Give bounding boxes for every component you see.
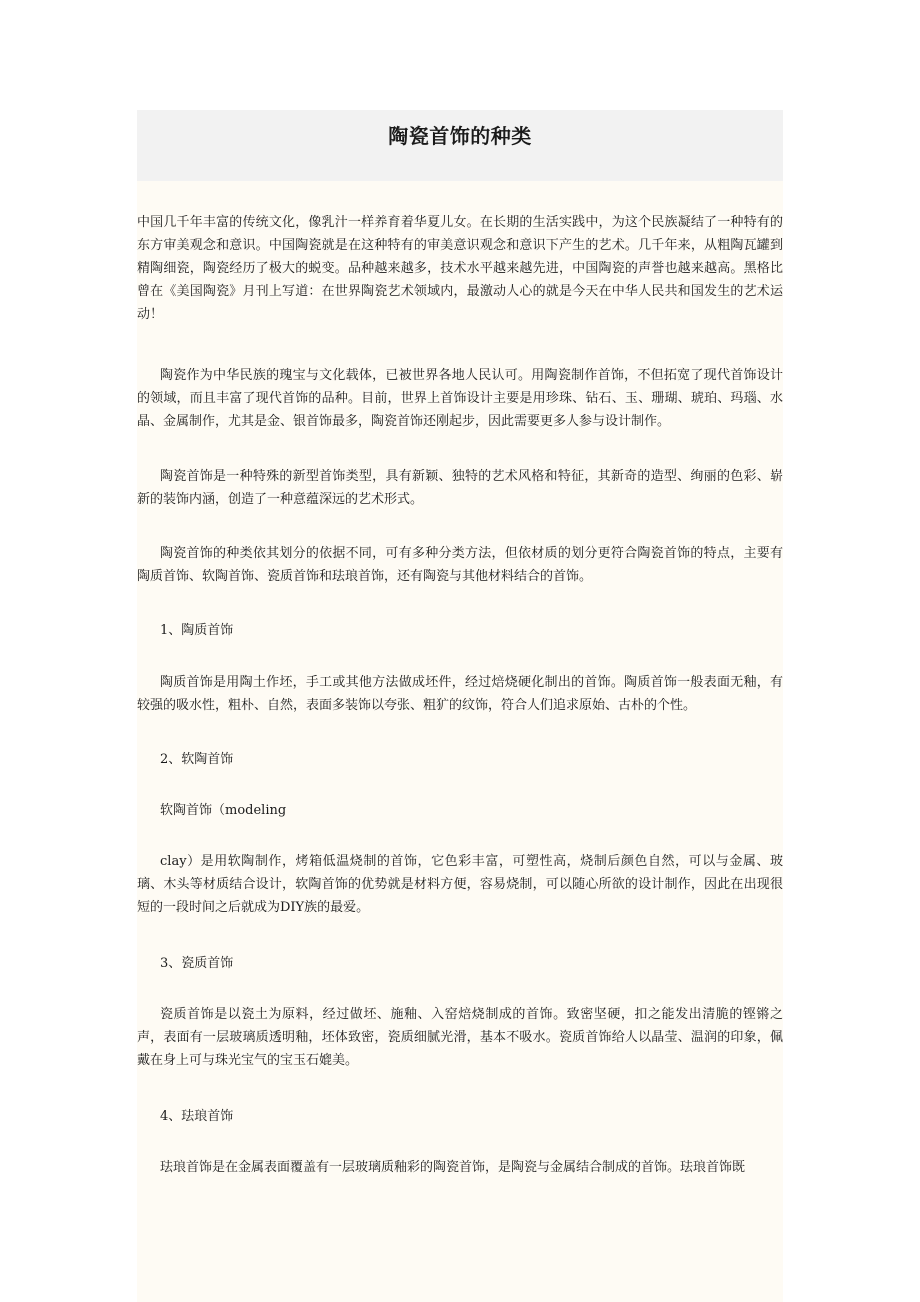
paragraph-classification: 陶瓷首饰的种类依其划分的依据不同，可有多种分类方法，但依材质的划分更符合陶瓷首饰的特点，主要有陶质首饰、软陶首饰、瓷质首饰和珐琅首饰，还有陶瓷与其他材料结合的首饰。 xyxy=(137,546,783,584)
section-heading-pottery: 1、陶质首饰 xyxy=(160,623,234,638)
section-heading-enamel: 4、珐琅首饰 xyxy=(160,1109,234,1124)
section-body-porcelain: 瓷质首饰是以瓷土为原料，经过做坯、施釉、入窑焙烧制成的首饰。致密坚硬，扣之能发出清脆的铿锵之声，表面有一层玻璃质透明釉，坯体致密，瓷质细腻光滑，基本不吸水。瓷质首饰给人以晶莹、温润的印象，佩戴在身上可与珠光宝气的宝玉石媲美。 xyxy=(137,1007,783,1068)
paragraph-intro: 中国几千年丰富的传统文化，像乳汁一样养育着华夏儿女。在长期的生活实践中，为这个民族凝结了一种特有的东方审美观念和意识。中国陶瓷就是在这种特有的审美意识观念和意识下产生的艺术。几千年来，从粗陶瓦罐到精陶细瓷，陶瓷经历了极大的蜕变。品种越来越多，技术水平越来越先进，中国陶瓷的声誉也越来越高。黑格比曾在《美国陶瓷》月刊上写道：在世界陶瓷艺术领域内，最激动人心的就是今天在中华人民共和国发生的艺术运动！ xyxy=(137,215,783,322)
title-bar xyxy=(137,110,783,181)
paragraph-new-type: 陶瓷首饰是一种特殊的新型首饰类型，具有新颖、独特的艺术风格和特征，其新奇的造型、绚丽的色彩、崭新的装饰内涵，创造了一种意蕴深远的艺术形式。 xyxy=(137,469,783,507)
section-heading-soft-clay: 2、软陶首饰 xyxy=(160,752,234,767)
section-body-soft-clay: clay）是用软陶制作，烤箱低温烧制的首饰，它色彩丰富，可塑性高，烧制后颜色自然，可以与金属、玻璃、木头等材质结合设计，软陶首饰的优势就是材料方便，容易烧制，可以随心所欲的设计制作，因此在出现很短的一段时间之后就成为DIY族的最爱。 xyxy=(137,854,783,915)
section-body-soft-clay-line1: 软陶首饰（modeling xyxy=(160,803,287,818)
document-page xyxy=(137,110,783,1302)
page-title: 陶瓷首饰的种类 xyxy=(388,124,532,148)
paragraph-ceramics-heritage: 陶瓷作为中华民族的瑰宝与文化载体，已被世界各地人民认可。用陶瓷制作首饰，不但拓宽了现代首饰设计的领域，而且丰富了现代首饰的品种。目前，世界上首饰设计主要是用珍珠、钻石、玉、珊瑚、琥珀、玛瑙、水晶、金属制作，尤其是金、银首饰最多，陶瓷首饰还刚起步，因此需要更多人参与设计制作。 xyxy=(137,368,783,429)
section-body-enamel: 珐琅首饰是在金属表面覆盖有一层玻璃质釉彩的陶瓷首饰，是陶瓷与金属结合制成的首饰。珐琅首饰既 xyxy=(160,1160,746,1175)
section-body-pottery: 陶质首饰是用陶土作坯，手工或其他方法做成坯件，经过焙烧硬化制出的首饰。陶质首饰一般表面无釉，有较强的吸水性，粗朴、自然，表面多装饰以夸张、粗犷的纹饰，符合人们追求原始、古朴的个性。 xyxy=(137,675,783,713)
section-heading-porcelain: 3、瓷质首饰 xyxy=(160,956,234,971)
document-body xyxy=(137,181,783,1302)
